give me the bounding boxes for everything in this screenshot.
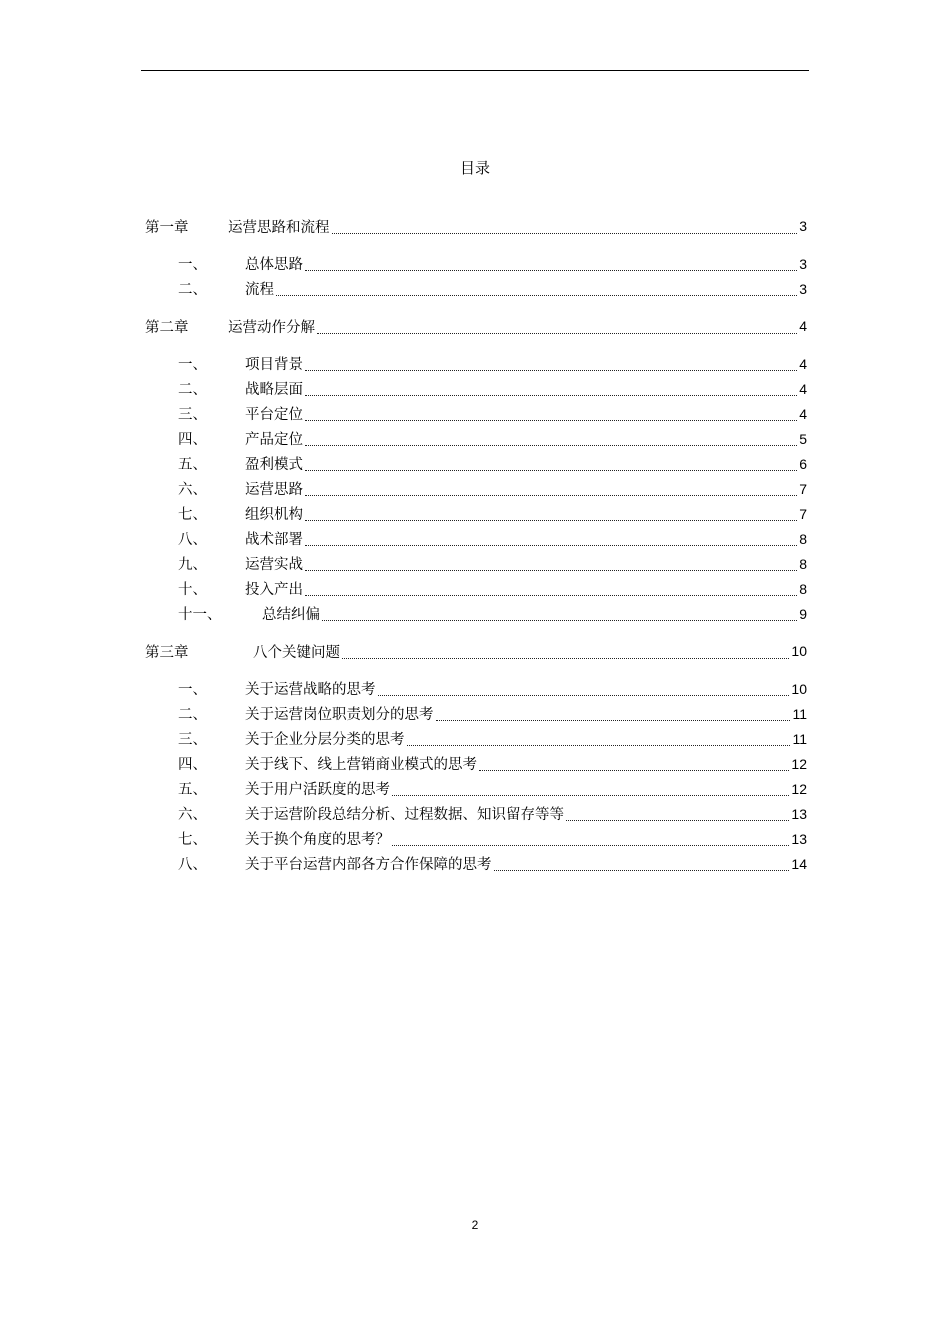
toc-page-number: 4 [799, 405, 807, 422]
dot-leader [305, 262, 797, 271]
dot-leader [305, 587, 797, 596]
table-of-contents [145, 214, 807, 876]
toc-title-text: 关于用户活跃度的思考 [245, 782, 390, 798]
toc-page-number: 3 [799, 255, 807, 272]
toc-page-number: 3 [799, 218, 807, 234]
toc-page-number: 13 [791, 805, 807, 822]
toc-section[interactable] [145, 351, 807, 376]
toc-number: 八、 [178, 857, 207, 873]
toc-title-text: 关于运营阶段总结分析、过程数据、知识留存等等 [245, 807, 564, 823]
toc-title-text: 运营实战 [245, 557, 303, 573]
toc-page-number: 12 [791, 780, 807, 797]
toc-number: 第三章 [145, 644, 189, 661]
toc-section[interactable] [145, 526, 807, 551]
toc-title-text: 投入产出 [245, 582, 303, 598]
toc-title-text: 战略层面 [245, 382, 303, 398]
toc-number: 六、 [178, 482, 207, 498]
toc-page-number: 5 [799, 430, 807, 447]
toc-section[interactable] [145, 376, 807, 401]
toc-title-text: 关于企业分层分类的思考 [245, 732, 405, 748]
toc-number: 十、 [178, 582, 207, 598]
toc-page-number: 8 [799, 555, 807, 572]
header-rule [141, 70, 809, 71]
dot-leader [305, 562, 797, 571]
toc-section[interactable] [145, 726, 807, 751]
dot-leader [378, 687, 790, 696]
toc-page-number: 7 [799, 480, 807, 497]
toc-page-number: 4 [799, 318, 807, 334]
dot-leader [305, 462, 797, 471]
toc-section[interactable] [145, 601, 807, 626]
dot-leader [305, 537, 797, 546]
toc-page-number: 13 [791, 830, 807, 847]
dot-leader [407, 737, 791, 746]
toc-section[interactable] [145, 551, 807, 576]
toc-page-number: 8 [799, 580, 807, 597]
toc-page-number: 14 [791, 855, 807, 872]
toc-number: 第一章 [145, 219, 189, 236]
toc-section[interactable] [145, 501, 807, 526]
toc-title-text: 项目背景 [245, 357, 303, 373]
toc-number: 一、 [178, 257, 207, 273]
toc-number: 七、 [178, 507, 207, 523]
dot-leader [436, 712, 791, 721]
toc-section[interactable] [145, 676, 807, 701]
toc-title-text: 八个关键问题 [253, 644, 340, 661]
toc-number: 六、 [178, 807, 207, 823]
toc-section[interactable] [145, 476, 807, 501]
toc-title: 目录 [459, 159, 490, 177]
toc-section[interactable] [145, 401, 807, 426]
toc-number: 一、 [178, 682, 207, 698]
toc-title-text: 组织机构 [245, 507, 303, 523]
toc-title-text: 关于运营岗位职责划分的思考 [245, 707, 434, 723]
toc-chapter-1[interactable] [145, 214, 807, 238]
toc-title-text: 总体思路 [245, 257, 303, 273]
toc-title-text: 运营动作分解 [228, 319, 315, 336]
toc-title-text: 总结纠偏 [262, 607, 320, 623]
page-number: 2 [471, 1218, 479, 1232]
toc-number: 九、 [178, 557, 207, 573]
toc-section[interactable] [145, 426, 807, 451]
toc-number: 二、 [178, 707, 207, 723]
dot-leader [317, 325, 797, 334]
toc-section[interactable] [145, 451, 807, 476]
toc-page-number: 11 [792, 730, 807, 747]
toc-number: 二、 [178, 382, 207, 398]
toc-number: 二、 [178, 282, 207, 298]
toc-section[interactable] [145, 276, 807, 301]
toc-title-text: 运营思路和流程 [228, 219, 330, 236]
dot-leader [276, 287, 797, 296]
toc-page-number: 3 [799, 280, 807, 297]
toc-page-number: 12 [791, 755, 807, 772]
toc-title-text: 关于平台运营内部各方合作保障的思考 [245, 857, 492, 873]
toc-page-number: 10 [791, 643, 807, 659]
dot-leader [479, 762, 789, 771]
toc-page-number: 4 [799, 380, 807, 397]
toc-chapter-3[interactable] [145, 639, 807, 663]
toc-title-text: 关于换个角度的思考？ [245, 832, 390, 848]
dot-leader [305, 512, 797, 521]
toc-page-number: 10 [791, 680, 807, 697]
toc-section[interactable] [145, 701, 807, 726]
toc-title-text: 关于运营战略的思考 [245, 682, 376, 698]
toc-page-number: 8 [799, 530, 807, 547]
dot-leader [322, 612, 797, 621]
toc-page-number: 6 [799, 455, 807, 472]
dot-leader [305, 362, 797, 371]
toc-title-text: 盈利模式 [245, 457, 303, 473]
toc-page-number: 7 [799, 505, 807, 522]
toc-number: 一、 [178, 357, 207, 373]
toc-number: 五、 [178, 457, 207, 473]
toc-section[interactable] [145, 776, 807, 801]
toc-number: 八、 [178, 532, 207, 548]
dot-leader [392, 837, 789, 846]
dot-leader [332, 225, 798, 234]
toc-section[interactable] [145, 826, 807, 851]
toc-chapter-2[interactable] [145, 314, 807, 338]
dot-leader [342, 650, 789, 659]
dot-leader [566, 812, 789, 821]
toc-title-text: 产品定位 [245, 432, 303, 448]
toc-page-number: 4 [799, 355, 807, 372]
toc-page-number: 9 [799, 605, 807, 622]
toc-number: 五、 [178, 782, 207, 798]
toc-title-text: 关于线下、线上营销商业模式的思考 [245, 757, 477, 773]
dot-leader [305, 387, 797, 396]
toc-section[interactable] [145, 576, 807, 601]
toc-section[interactable] [145, 851, 807, 876]
toc-title-text: 战术部署 [245, 532, 303, 548]
toc-number: 第二章 [145, 319, 189, 336]
toc-section[interactable] [145, 751, 807, 776]
toc-number: 十一、 [178, 607, 222, 623]
toc-page-number: 11 [792, 705, 807, 722]
toc-title-text: 平台定位 [245, 407, 303, 423]
toc-section[interactable] [145, 801, 807, 826]
dot-leader [494, 862, 790, 871]
dot-leader [392, 787, 789, 796]
toc-number: 三、 [178, 732, 207, 748]
toc-section[interactable] [145, 251, 807, 276]
toc-title-text: 流程 [245, 282, 274, 298]
toc-number: 四、 [178, 432, 207, 448]
dot-leader [305, 487, 797, 496]
toc-number: 四、 [178, 757, 207, 773]
dot-leader [305, 437, 797, 446]
toc-title-text: 运营思路 [245, 482, 303, 498]
toc-number: 七、 [178, 832, 207, 848]
dot-leader [305, 412, 797, 421]
toc-number: 三、 [178, 407, 207, 423]
